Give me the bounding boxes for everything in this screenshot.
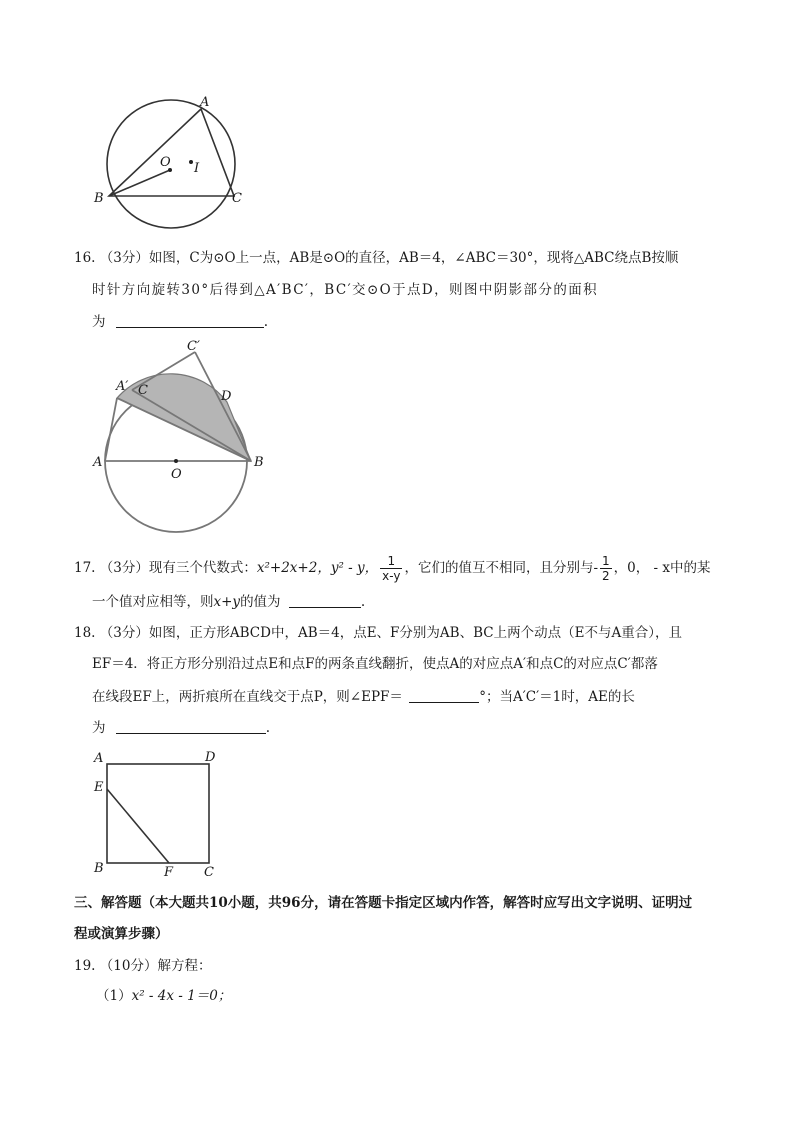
- q17-frac-den: x-y: [382, 569, 401, 583]
- q17-half: [600, 554, 612, 583]
- segment-ef: [107, 789, 169, 863]
- q19-sub1: [96, 986, 231, 1006]
- q17-line2-prefix: 一个值对应相等，则: [92, 594, 214, 610]
- q17-text-b: ，它们的值互不相同，且分别与: [404, 560, 594, 576]
- q18-number: 18.: [74, 625, 96, 641]
- q16-line3-prefix: 为: [92, 314, 106, 330]
- label-a: A: [93, 455, 103, 470]
- q19-sub1-expr: x² - 4x - 1＝0；: [131, 988, 232, 1004]
- q16-line1: [74, 248, 678, 268]
- segment-ac: [105, 398, 117, 461]
- q18-line4-prefix: 为: [92, 720, 106, 736]
- label-c: C: [204, 865, 214, 880]
- q16-line2: 时针方向旋转30°后得到△A′BC′，BC′交⊙O于点D，则图中阴影部分的面积: [92, 282, 599, 298]
- q17-line2-mid: 的值为: [240, 594, 281, 610]
- section3-heading-line2: 程或演算步骤）: [74, 926, 169, 942]
- q17-expr1: x²+2x+2，: [256, 560, 331, 576]
- q16-text-line1: 如图，C为⊙O上一点，AB是⊙O的直径，AB＝4，∠ABC＝30°，现将△ABC绕点B按顺: [148, 250, 679, 266]
- label-b: B: [254, 455, 264, 470]
- label-d: D: [221, 389, 232, 404]
- label-c: C: [232, 191, 242, 206]
- q18-line4: [92, 718, 270, 738]
- label-o: O: [171, 467, 182, 482]
- q17-half-num: 1: [602, 554, 610, 568]
- q19-points: （10分）: [99, 958, 158, 974]
- label-c-prime: C′: [187, 339, 200, 354]
- q18-line3-prefix: 在线段EF上，两折痕所在直线交于点P，则∠EPF＝: [92, 689, 403, 705]
- label-o: O: [160, 155, 171, 170]
- label-e: E: [94, 780, 104, 795]
- point-i: [189, 160, 193, 164]
- q18-angle-blank[interactable]: [409, 688, 479, 703]
- q17-answer-blank[interactable]: [289, 593, 361, 608]
- q18-line2: EF＝4．将正方形分别沿过点E和点F的两条直线翻折，使点A的对应点A′和点C的对应点C′都落: [92, 656, 658, 672]
- q18-points: （3分）: [99, 625, 149, 641]
- q18-ae-blank[interactable]: [116, 719, 266, 734]
- q16-points: （3分）: [99, 250, 149, 266]
- circle-o: [107, 100, 235, 228]
- q17-points: （3分）: [99, 560, 149, 576]
- q19-line1: [74, 956, 211, 976]
- q19-number: 19.: [74, 958, 96, 974]
- q16-line3-suffix: .: [263, 314, 269, 330]
- q16-answer-blank[interactable]: [116, 313, 264, 328]
- label-a-prime: A′: [116, 379, 129, 394]
- q17-neg: -: [593, 560, 599, 576]
- q17-text-a: 现有三个代数式：: [148, 560, 257, 576]
- q16-number: 16.: [74, 250, 96, 266]
- triangle-abc: [109, 109, 234, 196]
- figure-q15: [90, 92, 260, 232]
- q19-text: 解方程：: [157, 958, 212, 974]
- q17-line2-suffix: .: [360, 594, 366, 610]
- q17-half-den: 2: [602, 569, 610, 583]
- section3-heading-line1: 三、解答题（本大题共10小题，共96分，请在答题卡指定区域内作答，解答时应写出文字说明、证明过: [74, 895, 693, 911]
- label-b: B: [94, 191, 104, 206]
- label-i: I: [194, 161, 200, 176]
- q18-line3: [92, 687, 635, 707]
- q18-line1: [74, 623, 682, 643]
- q18-text-line1: 如图，正方形ABCD中，AB＝4，点E、F分别为AB、BC上两个动点（E不与A重合），且: [148, 625, 682, 641]
- label-d: D: [205, 750, 216, 765]
- q17-expr2: y² - y，: [330, 560, 379, 576]
- q17-text-c: ，0， - x中的某: [613, 560, 711, 576]
- label-a: A: [94, 751, 104, 766]
- label-b: B: [94, 861, 104, 876]
- segment-bo: [109, 170, 170, 196]
- point-o: [174, 459, 178, 463]
- figure-q18: [88, 746, 224, 880]
- label-a: A: [200, 95, 210, 110]
- q19-sub1-label: （1）: [96, 988, 132, 1004]
- q17-frac-num: 1: [380, 554, 402, 569]
- label-c: C: [138, 383, 148, 398]
- figure-q16: [88, 338, 274, 538]
- q17-line1: [74, 553, 711, 583]
- q17-line2-expr: x+y: [213, 594, 241, 610]
- q17-fraction: [380, 554, 402, 583]
- square-abcd: [107, 764, 209, 863]
- label-f: F: [164, 865, 174, 880]
- q18-line3-mid: °；当A′C′＝1时，AE的长: [479, 689, 635, 705]
- q18-line4-suffix: .: [265, 720, 271, 736]
- q17-number: 17.: [74, 560, 96, 576]
- q17-line2: [92, 592, 365, 612]
- q16-line3: [92, 312, 268, 332]
